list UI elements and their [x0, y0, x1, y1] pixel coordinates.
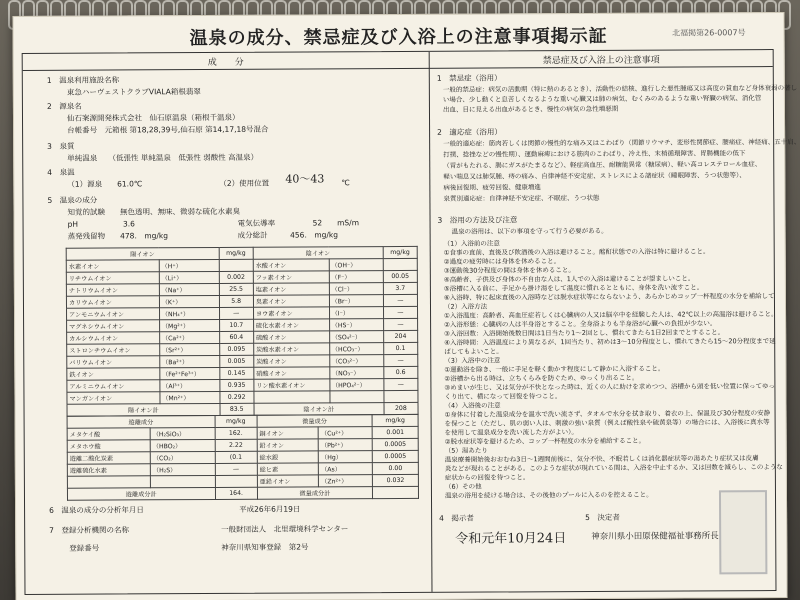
- cation-symbol: （NH₄⁺）: [159, 307, 219, 319]
- source-value: 仙石案源開発株式会社 仙石原温泉（箱根千温泉）: [66, 112, 240, 123]
- anion-symbol: （SO₄²⁻）: [329, 331, 383, 343]
- text-line: を保つこと（ただし、肌の弱い人は、刺激の強い泉質（例えば酸性泉や硫黄泉等）の場合には、入浴後に真水等: [444, 418, 770, 428]
- header-row: [23, 50, 773, 71]
- free-header: 遊離成分: [67, 415, 215, 428]
- trace-value: 0.001: [372, 426, 418, 438]
- cation-symbol: （Ca²⁺）: [159, 331, 219, 343]
- decided-by-label: 5 決定者: [585, 512, 620, 523]
- trace-name: 銅イオン: [257, 427, 319, 439]
- anion-value: [383, 258, 417, 270]
- anion-name: 炭酸水素イオン: [253, 343, 329, 355]
- trace-value: 0.032: [373, 474, 419, 486]
- free-trace-total-row: [67, 486, 418, 500]
- cation-value: 0.095: [219, 343, 253, 355]
- anion-name: 臭素イオン: [253, 295, 329, 307]
- cation-value: 5.8: [219, 295, 253, 307]
- cation-value: 0.145: [219, 367, 253, 379]
- text-line: ④高齢者、子供及び身体の不自由な人は、1人での入浴は避けることが望ましいこと。: [443, 274, 695, 284]
- anion-symbol: （Cl⁻）: [329, 283, 383, 295]
- free-symbol: [150, 475, 215, 487]
- trace-unit: mg/kg: [372, 414, 418, 426]
- analysis-date-label: 6 温泉の成分の分析年月日: [49, 505, 144, 515]
- permit-number: 北福掲第26-0007号: [672, 28, 746, 38]
- cation-symbol: （K⁺）: [159, 295, 219, 307]
- conductivity-value: 電気伝導率 52 mS/m: [237, 218, 360, 228]
- anion-value: 204: [383, 330, 417, 342]
- free-name: メタケイ酸: [67, 428, 150, 440]
- text-line: 一般的適応症：筋肉若しくは関節の慢性的な痛み又はこわばり（関節リウマチ、変形性関節症、腰痛症、神経痛、五十肩、: [443, 137, 800, 148]
- registration-label: 登録番号: [69, 543, 100, 553]
- cation-symbol: （Li⁺）: [159, 271, 219, 283]
- free-name: [67, 476, 150, 488]
- posted-label: 4 掲示者: [439, 513, 474, 523]
- text-line: ①入浴温度：高齢者、高血圧症若しくは心臓病の人又は脳卒中を経験した人は、42℃以上の高温浴は避けること。: [444, 310, 778, 320]
- text-line: ①食事の直前、直後及び飲酒後の入浴は避けること。酩酊状態での入浴は特に避けること。: [443, 247, 710, 257]
- trace-symbol: （As）: [319, 463, 373, 475]
- contraindications-label: 1 禁忌症（浴用）: [436, 73, 502, 83]
- anion-value: —: [383, 306, 417, 318]
- anion-name: 硫酸イオン: [253, 331, 329, 343]
- free-symbol: （H₂S）: [150, 463, 215, 475]
- text-line: ①運動浴を除き、一般に手足を軽く動かす程度にして静かに入浴すること。: [444, 364, 665, 374]
- free-value: 162.: [215, 427, 257, 439]
- cation-value: 0.935: [219, 379, 253, 391]
- text-line: を使用して温泉成分を洗い流した方がよい）。: [444, 428, 578, 437]
- anion-value: —: [383, 294, 417, 306]
- document-frame: [22, 49, 800, 595]
- free-name: 遊離硫化水素: [67, 464, 150, 476]
- cation-name: リチウムイオン: [66, 272, 159, 284]
- trace-symbol: （Pb²⁺）: [318, 439, 372, 451]
- text-line: ③入浴回数：入浴開始後数日間は1日当たり1～2回とし、慣れてきたら1日2回までとすること。: [444, 328, 725, 338]
- trace-total-value: [373, 486, 419, 498]
- text-line: 軽い喘息又は肺気腫、痔の痛み、自律神経不安定症、ストレスによる諸症状（睡眠障害、うつ状態等）、: [443, 171, 746, 181]
- facility-value: 東急ハーヴェストクラブVIALA箱根翡翠: [66, 87, 201, 97]
- decided-by-value: 神奈川県小田原保健福祉事務所長: [591, 531, 719, 543]
- cation-symbol: （Ba²⁺）: [159, 355, 219, 367]
- cation-name: 水素イオン: [66, 260, 159, 272]
- anion-symbol: （I⁻）: [329, 307, 383, 319]
- trace-name: 鉛イオン: [257, 439, 319, 451]
- posted-date: 令和元年10月24日: [455, 531, 567, 547]
- cation-value: 60.4: [219, 331, 253, 343]
- trace-name: 亜鉛イオン: [257, 475, 319, 487]
- text-line: ばしてもよいこと。: [444, 347, 503, 356]
- text-line: 病後回復期、疲労回復、健康増進: [443, 183, 541, 192]
- anion-name: フッ素イオン: [253, 271, 329, 283]
- text-line: 温泉の浴用を続ける場合は、その後他のプールに入るのを控えること。: [444, 490, 653, 500]
- cation-unit: mg/kg: [219, 247, 253, 259]
- cation-symbol: （Sr²⁺）: [159, 343, 219, 355]
- trace-value: 0.0005: [372, 450, 418, 462]
- left-header: 成 分: [207, 57, 244, 69]
- text-line: 温泉療養開始後おおむね3日～1週間前後に、気分不快、不眠若しくは消化器症状等の湯あたり症状又は皮膚: [444, 454, 759, 464]
- free-value: 2.22: [215, 439, 257, 451]
- source-register: 台帳番号 元箱根 第18,28,39号,仙石原 第14,17,18号混合: [67, 124, 269, 135]
- cation-name: ナトリウムイオン: [66, 284, 159, 296]
- cation-total-value: 83.5: [220, 403, 254, 415]
- text-line: （2）入浴方法: [443, 302, 488, 311]
- cation-value: 25.5: [219, 283, 253, 295]
- document-title: 温泉の成分、禁忌症及び入浴上の注意事項掲示証: [189, 25, 608, 50]
- temperature-label: 4 泉温: [47, 167, 75, 177]
- indications-label: 2 適応症（浴用）: [437, 127, 502, 137]
- bathing-method-intro: 温泉の浴用は、以下の事項を守って行う必要がある。: [451, 226, 608, 236]
- trace-name: 総水銀: [257, 451, 319, 463]
- anion-value: 0.1: [383, 342, 417, 354]
- text-line: ①身体に付着した温泉成分を温水で洗い流さず、タオルで水分を拭き取り、着衣の上、保温及び30分程度の安静: [444, 409, 771, 419]
- free-name: 遊離二酸化炭素: [67, 452, 150, 464]
- cation-name: マンガンイオン: [67, 392, 160, 404]
- text-line: 炎などが現れることがある。このような症状が現れている間は、入浴を中止するか、又は回数を減らし、このような: [444, 462, 783, 473]
- anion-total-label: 陰イオン計: [254, 403, 384, 416]
- text-line: （1）入浴前の注意: [443, 239, 500, 248]
- cation-name: バリウムイオン: [67, 356, 160, 368]
- trace-symbol: （Hg）: [318, 451, 372, 463]
- facility-label: 1 温泉利用施設名称: [46, 75, 120, 85]
- cation-name: アルミニウムイオン: [67, 380, 160, 392]
- anion-name: 炭酸イオン: [254, 355, 330, 367]
- anion-symbol: （HS⁻）: [329, 319, 383, 331]
- bathing-method-label: 3 浴用の方法及び注意: [437, 215, 518, 225]
- trace-value: 0.0005: [372, 438, 418, 450]
- anion-header: 陰イオン: [253, 247, 383, 260]
- cation-symbol: （Na⁺）: [159, 283, 219, 295]
- text-line: 打撲、捻挫などの慢性期）、運動麻痺における筋肉のこわばり、冷え性、末梢循環障害、胃腸機能の低下: [443, 149, 746, 159]
- trace-name: 総ヒ素: [257, 463, 319, 475]
- cation-name: マグネシウムイオン: [67, 320, 160, 332]
- text-line: 泉質別適応症：自律神経不安定症、不眠症、うつ状態: [443, 193, 600, 203]
- anion-name: 硝酸イオン: [254, 367, 330, 379]
- text-line: （6）その他: [444, 482, 482, 491]
- components-label: 5 温泉の成分: [47, 195, 98, 205]
- free-total-label: 遊離成分計: [67, 487, 215, 500]
- cation-name: アンモニウムイオン: [67, 308, 160, 320]
- use-temperature-unit: ℃: [341, 178, 350, 188]
- free-symbol: （HBO₂）: [150, 439, 215, 451]
- text-line: （5）湯あたり: [444, 446, 488, 455]
- evaporation-residue: 蒸発残留物 478. mg/kg: [67, 231, 169, 241]
- lab-name-value: 一般財団法人 北里環境科学センター: [221, 524, 349, 534]
- anion-symbol: （CO₃²⁻）: [329, 355, 383, 367]
- text-line: ⑤浴槽に入る前に、手足から掛け湯をして温度に慣れるとともに、身体を洗い流すこと。: [443, 283, 704, 293]
- ph-value: pH 3.6: [67, 219, 135, 229]
- anion-symbol: （OH⁻）: [329, 259, 383, 271]
- free-value: (0.1: [215, 451, 257, 463]
- text-line: ③めまいが生じ、又は気分が不快となった時は、近くの人に助けを求めつつ、浴槽から頭を低い位置に保ってゆっ: [444, 382, 775, 392]
- use-temperature-label: （2）使用位置: [219, 178, 270, 188]
- use-temperature-value: 40～43: [285, 172, 325, 186]
- trace-value: 0.00: [372, 462, 418, 474]
- text-line: （胃がもたれる、腸にガスがたまるなど）、軽症高血圧、耐糖能異常（糖尿病）、軽い高コレステロール血症、: [443, 160, 762, 170]
- ion-table: [66, 246, 419, 417]
- text-line: 出血、目に見える出血があるとき、慢性の病気の急性増悪期: [442, 104, 619, 114]
- cation-header: 陽イオン: [66, 247, 219, 260]
- trace-header: 微量成分: [257, 415, 372, 428]
- anion-symbol: （NO₃⁻）: [329, 367, 383, 379]
- cation-name: ストロンチウムイオン: [67, 344, 160, 356]
- anion-symbol: （F⁻）: [329, 271, 383, 283]
- text-line: ②浴槽から出る時は、立ちくらみを防ぐため、ゆっくり出ること。: [444, 373, 639, 383]
- analysis-date-value: 平成26年6月19日: [239, 504, 301, 514]
- free-total-value: 164.: [215, 487, 257, 499]
- registration-value: 神奈川県知事登録 第2号: [221, 542, 309, 552]
- anion-unit: mg/kg: [383, 246, 417, 258]
- text-line: ②過度の疲労時には身体を休めること。: [443, 257, 561, 266]
- anion-name: 塩素イオン: [253, 283, 329, 295]
- anion-value: —: [384, 378, 418, 390]
- free-value: —: [215, 463, 257, 475]
- anion-value: 0.6: [384, 366, 418, 378]
- source-label: 2 源泉名: [46, 101, 82, 111]
- trace-total-label: 微量成分計: [257, 487, 372, 500]
- trace-symbol: （Zn²⁺）: [319, 475, 373, 487]
- cation-symbol: （Mn²⁺）: [160, 391, 220, 403]
- document-sheet: [12, 12, 800, 600]
- cation-total-label: 陽イオン計: [67, 403, 220, 416]
- cation-value: 0.292: [220, 391, 254, 403]
- text-line: ②脱水症状等を避けるため、コップ一杯程度の水分を補給すること。: [444, 436, 646, 446]
- cation-symbol: （H⁺）: [159, 259, 219, 271]
- text-line: （3）入浴中の注意: [444, 356, 501, 365]
- column-divider: [429, 52, 433, 592]
- anion-value: —: [383, 318, 417, 330]
- cation-value: [219, 259, 253, 271]
- cation-name: カリウムイオン: [66, 296, 159, 308]
- cation-value: 0.002: [219, 271, 253, 283]
- text-line: （4）入浴後の注意: [444, 401, 501, 410]
- text-line: ②入浴形態：心臓病の人は半身浴とすること。全身浴よりも半身浴が心臓への負担が少ない。: [444, 319, 717, 329]
- cation-value: 0.005: [219, 355, 253, 367]
- cation-symbol: （Al³⁺）: [160, 379, 220, 391]
- total-components: 成分総計 456. mg/kg: [237, 230, 339, 240]
- anion-name: リン酸水素イオン: [254, 379, 330, 391]
- cation-symbol: （Fe²⁺Fe³⁺）: [160, 367, 220, 379]
- cation-value: 10.7: [219, 319, 253, 331]
- anion-symbol: （Br⁻）: [329, 295, 383, 307]
- anion-value: —: [383, 354, 417, 366]
- text-line: 症状からの回復を待つこと。: [444, 473, 530, 482]
- free-unit: mg/kg: [215, 415, 257, 427]
- text-line: ④入浴時間：入浴温度により異なるが、1回当たり、初めは3～10分程度とし、慣れてきたら15～20分程度まで延: [444, 337, 776, 347]
- anion-name: ヨウ素イオン: [253, 307, 329, 319]
- free-name: メタホウ酸: [67, 440, 150, 452]
- lab-name-label: 7 登録分析機関の名称: [49, 525, 129, 535]
- cation-name: カルシウムイオン: [67, 332, 160, 344]
- cation-symbol: （Mg²⁺）: [159, 319, 219, 331]
- trace-symbol: （Cu²⁺）: [318, 427, 372, 439]
- text-line: い場合、少し動くと息苦しくなるような重い心臓又は肺の病気、むくみのあるような重い腎臓の病気、消化管: [442, 94, 762, 104]
- quality-label: 3 泉質: [47, 141, 75, 151]
- anion-value: 3.7: [383, 282, 417, 294]
- free-value: [215, 475, 257, 487]
- official-stamp: [719, 490, 767, 574]
- anion-name: 硫化水素イオン: [253, 319, 329, 331]
- free-trace-table: [67, 414, 419, 501]
- source-temperature: （1）源泉 61.0℃: [67, 179, 143, 189]
- text-line: ③運動後30分程度の間は身体を休めること。: [443, 266, 575, 275]
- text-line: 一般的禁忌症：病気の活動期（特に熱のあるとき）、活動性の結核、進行した悪性腫瘍又は高度の貧血など身体衰弱の著し: [442, 83, 798, 94]
- anion-total-value: 208: [384, 402, 418, 414]
- anion-symbol: （HPO₄²⁻）: [329, 379, 383, 391]
- anion-symbol: （HCO₃⁻）: [329, 343, 383, 355]
- anion-name: 水酸イオン: [253, 259, 329, 271]
- cation-name: 鉄イオン: [67, 368, 160, 380]
- sensory-test: 知覚的試験 無色透明、無味、微弱な硫化水素臭: [67, 206, 241, 217]
- anion-value: [384, 390, 418, 402]
- free-symbol: （CO₂）: [150, 451, 215, 463]
- text-line: ⑥入浴時、特に起床直後の入浴時などは脱水症状等にならないよう、あらかじめコップ一杯程度の水分を補給して: [443, 292, 775, 302]
- text-line: くり出て、横になって回復を待つこと。: [444, 392, 562, 401]
- anion-name: [254, 391, 330, 403]
- anion-value: 00.05: [383, 270, 417, 282]
- free-symbol: （H₂SiO₃）: [150, 427, 215, 439]
- right-header: 禁忌症及び入浴上の注意事項: [542, 55, 660, 67]
- anion-symbol: [329, 391, 383, 403]
- quality-value: 単純温泉 （低張性 単純温泉 低張性 弱酸性 高温泉）: [67, 152, 259, 163]
- cation-value: —: [219, 307, 253, 319]
